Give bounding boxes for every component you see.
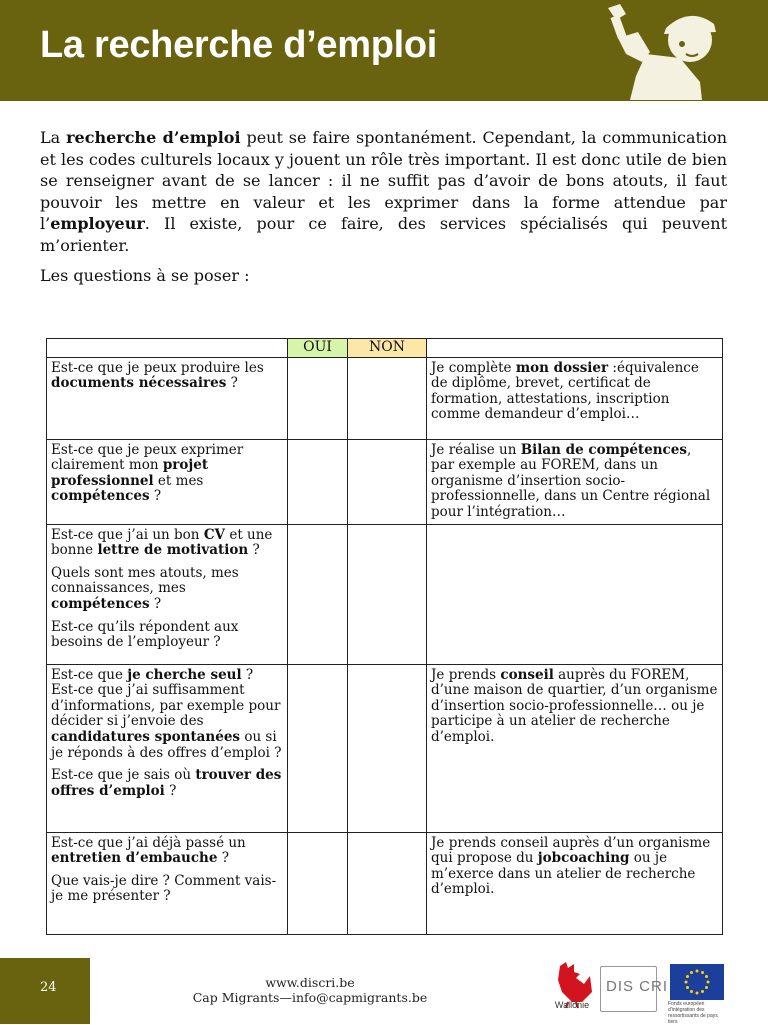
table-row	[47, 524, 723, 664]
question-cell: Est-ce que je peux exprimer clairement mon projet professionnel et mes compétences ?	[47, 439, 288, 524]
questions-table	[46, 338, 723, 935]
eu-flag-logo	[670, 964, 724, 1000]
non-checkbox-cell[interactable]	[348, 524, 427, 664]
oui-checkbox-cell[interactable]	[288, 832, 348, 934]
page-title: La recherche d’emploi	[40, 24, 438, 66]
table-row	[47, 832, 723, 934]
non-checkbox-cell[interactable]	[348, 357, 427, 439]
action-cell: Je prends conseil auprès du FOREM, d’une maison de quartier, d’un organisme d’insertion socio-professionnelle… ou je participe à un atelier de recherche d’emploi.	[427, 664, 723, 832]
intro-paragraph: La recherche d’emploi peut se faire spontanément. Cependant, la communication et les codes culturels locaux y jouent un rôle très important. Il est donc utile de bien se renseigner avant de se lancer : il ne suffit pas d’avoir de bons atouts, il faut pouvoir les mettre en valeur et les exprimer dans la forme attendue par l’employeur. Il existe, pour ce faire, des services spécialisés qui peuvent m’orienter.	[40, 128, 728, 255]
eu-caption: Fonds européen d'intégration des ressortissants de pays tiers	[668, 1001, 718, 1025]
contact-email[interactable]: Cap Migrants—info@capmigrants.be	[192, 990, 428, 1005]
oui-checkbox-cell[interactable]	[288, 357, 348, 439]
question-cell: Est-ce que j’ai déjà passé un entretien d’embauche ? Que vais-je dire ? Comment vais-je me présenter ?	[47, 832, 288, 934]
website-link[interactable]: www.discri.be	[265, 975, 355, 990]
action-cell: Je réalise un Bilan de compétences, par exemple au FOREM, dans un organisme d’insertion socio-professionnelle, dans un Centre régional pour l’intégration…	[427, 439, 723, 524]
footer-contact	[180, 975, 440, 1005]
non-checkbox-cell[interactable]	[348, 664, 427, 832]
header-empty-cell	[427, 339, 723, 358]
question-cell: Est-ce que je peux produire les documents nécessaires ?	[47, 357, 288, 439]
table-header-row	[47, 339, 723, 358]
action-cell: Je complète mon dossier :équivalence de diplôme, brevet, certificat de formation, attestations, inscription comme demandeur d’emploi…	[427, 357, 723, 439]
column-header-oui: OUI	[288, 339, 348, 358]
worker-hammer-icon	[590, 2, 720, 100]
oui-checkbox-cell[interactable]	[288, 439, 348, 524]
table-row	[47, 439, 723, 524]
discri-logo-text: DIS CRI	[606, 978, 669, 995]
oui-checkbox-cell[interactable]	[288, 524, 348, 664]
page-number: 24	[40, 980, 57, 995]
header-band	[0, 0, 768, 101]
table-row	[47, 357, 723, 439]
table-row	[47, 664, 723, 832]
oui-checkbox-cell[interactable]	[288, 664, 348, 832]
questions-label: Les questions à se poser :	[40, 266, 250, 285]
question-cell: Est-ce que j’ai un bon CV et une bonne lettre de motivation ? Quels sont mes atouts, mes connaissances, mes compétences ? Est-ce qu’ils répondent aux besoins de l’employeur ?	[47, 524, 288, 664]
column-header-non: NON	[348, 339, 427, 358]
question-cell: Est-ce que je cherche seul ? Est-ce que j’ai suffisamment d’informations, par exemple pour décider si j’envoie des candidatures spontanées ou si je réponds à des offres d’emploi ? Est-ce que je sais où trouver des offres d’emploi ?	[47, 664, 288, 832]
header-empty-cell	[47, 339, 288, 358]
action-cell	[427, 524, 723, 664]
action-cell: Je prends conseil auprès d’un organisme qui propose du jobcoaching ou je m’exerce dans un atelier de recherche d’emploi.	[427, 832, 723, 934]
wallonie-label: Wallonie	[554, 1000, 590, 1010]
non-checkbox-cell[interactable]	[348, 439, 427, 524]
non-checkbox-cell[interactable]	[348, 832, 427, 934]
